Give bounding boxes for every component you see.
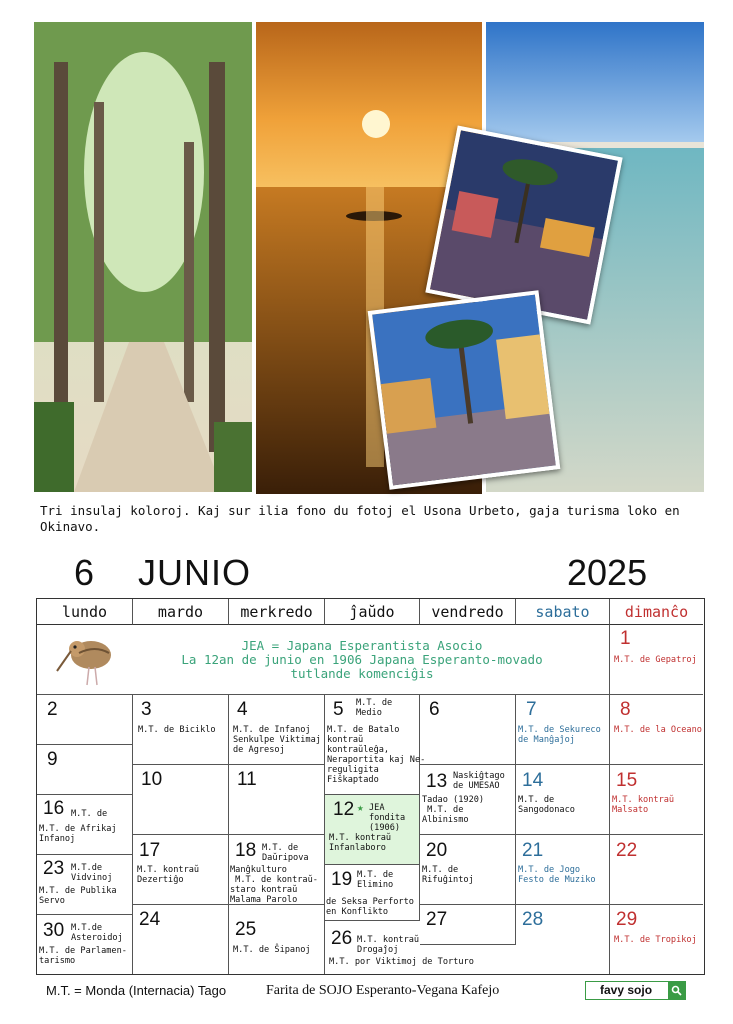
day-cell-24	[133, 905, 229, 974]
day-cell-17	[133, 835, 229, 905]
day-cell-5	[325, 695, 426, 795]
day-event: M.T. de Jogo Festo de Muziko	[518, 865, 596, 885]
day-number: 10	[141, 769, 163, 790]
day-event-a: M.T. de Daŭripova	[262, 843, 309, 863]
street-palms-photo	[368, 290, 561, 490]
day-cell-7	[516, 695, 610, 765]
day-cell-29	[610, 905, 703, 974]
day-event: M.T. kontraŭ Dezertiĝo	[137, 865, 200, 885]
day-number: 23	[43, 858, 65, 879]
day-event: M.T. de la Oceano	[614, 725, 702, 735]
day-cell-14	[516, 765, 610, 835]
day-number: 2	[47, 699, 58, 720]
day-event-b: M.T. kontraŭ Infanlaboro	[329, 833, 392, 853]
day-event-b: M.T. de Publika Servo	[39, 886, 117, 906]
banner-cell	[37, 625, 610, 695]
search-box[interactable]	[585, 981, 686, 1000]
day-cell-13	[420, 765, 516, 835]
day-number: 1	[620, 628, 631, 649]
day-number: 14	[522, 770, 544, 791]
month-number: 6	[74, 552, 95, 593]
day-number: 3	[141, 699, 152, 720]
day-number: 6	[429, 699, 440, 720]
banner-line-3: tutlande komenciĝis	[290, 666, 434, 681]
day-event-b: M.T. por Viktimoj de Torturo	[329, 957, 474, 967]
day-number: 11	[237, 769, 257, 790]
day-event-b: Tadao (1920) M.T. de Albinismo	[422, 795, 485, 825]
day-event-a: M.T. de	[71, 809, 108, 819]
day-cell-28	[516, 905, 610, 974]
day-number: 8	[620, 699, 631, 720]
day-cell-27	[420, 905, 516, 945]
weekday-sunday: dimanĉo	[610, 599, 703, 625]
day-cell-3	[133, 695, 229, 765]
day-number: 29	[616, 909, 638, 930]
day-number: 28	[522, 909, 544, 930]
weekday-monday: lundo	[37, 599, 133, 625]
search-button[interactable]	[668, 982, 685, 999]
day-number: 30	[43, 920, 65, 941]
day-cell-16	[37, 795, 133, 855]
weekday-thursday: ĵaŭdo	[325, 599, 420, 625]
day-number: 25	[235, 919, 257, 940]
day-event-a: M.T.de Asteroidoj	[71, 923, 123, 943]
day-event: M.T. de Sangodonaco	[518, 795, 575, 815]
day-number: 20	[426, 840, 448, 861]
day-cell-21	[516, 835, 610, 905]
day-number: 12	[333, 799, 355, 820]
weekday-friday: vendredo	[420, 599, 516, 625]
day-number: 9	[47, 749, 58, 770]
day-cell-6	[420, 695, 516, 765]
photo-caption: Tri insulaj koloroj. Kaj sur ilia fono du fotoj el Usona Urbeto, gaja turisma loko en Okinavo.	[40, 503, 680, 534]
day-number: 27	[426, 909, 448, 930]
day-cell-10	[133, 765, 229, 835]
day-cell-23	[37, 855, 133, 915]
day-number: 5	[333, 699, 344, 720]
day-number: 13	[426, 771, 448, 792]
day-number: 22	[616, 840, 638, 861]
day-event: M.T. kontraŭ Malsato	[612, 795, 675, 815]
day-event: M.T. de Rifuĝintoj	[422, 865, 474, 885]
weekday-tuesday: mardo	[133, 599, 229, 625]
day-number: 4	[237, 699, 248, 720]
day-event-a: M.T. de Elimino	[357, 870, 394, 890]
day-cell-8	[610, 695, 703, 765]
banner-line-2: La 12an de junio en 1906 Japana Esperanto-movado	[181, 652, 543, 667]
day-number: 16	[43, 798, 65, 819]
day-event-a: JEA fondita (1906)	[369, 803, 406, 833]
day-cell-25	[229, 905, 325, 974]
weekday-saturday: sabato	[516, 599, 610, 625]
day-number: 21	[522, 840, 544, 861]
day-event-a: M.T. de Medio	[356, 698, 393, 718]
day-number: 7	[526, 699, 537, 720]
banner-line-1: JEA = Japana Esperantista Asocio	[241, 638, 483, 653]
year: 2025	[567, 552, 648, 593]
day-number: 19	[331, 869, 353, 890]
day-cell-18	[229, 835, 325, 905]
month-name: JUNIO	[138, 552, 251, 593]
day-number: 26	[331, 928, 353, 949]
day-event: M.T. de Infanoj Senkulpe Viktimaj de Agresoj	[233, 725, 321, 755]
day-number: 18	[235, 840, 257, 861]
day-event: M.T. de Tropikoj	[614, 935, 697, 945]
day-event: M.T. de Ŝipanoj	[233, 945, 311, 955]
day-event-b: M.T. de Parlamen- tarismo	[39, 946, 127, 966]
day-number: 17	[139, 840, 161, 861]
day-event-a: M.T.de Vidvinoj	[71, 863, 113, 883]
day-cell-20	[420, 835, 516, 905]
day-event-a: Naskiĝtago de UMESAO	[453, 771, 505, 791]
forest-path-photo	[34, 22, 252, 492]
day-cell-15	[610, 765, 703, 835]
weekday-wednesday: merkredo	[229, 599, 325, 625]
search-text[interactable]: favy sojo	[600, 983, 653, 997]
day-cell-30	[37, 915, 133, 974]
day-cell-2	[37, 695, 133, 745]
day-cell-11	[229, 765, 325, 835]
day-cell-19	[325, 865, 420, 921]
day-event-b: de Seksa Perforto en Konflikto	[326, 897, 414, 917]
day-event-b: M.T. de Afrikaj Infanoj	[39, 824, 117, 844]
day-cell-4	[229, 695, 325, 765]
day-cell-1	[610, 625, 703, 695]
search-icon	[671, 985, 682, 996]
day-event: M.T. de Biciklo	[138, 725, 216, 735]
day-event: M.T. de Gepatroj	[614, 655, 697, 665]
day-event-b: Manĝkulturo M.T. de kontraŭ- staro kontraŭ Malama Parolo	[230, 865, 318, 905]
day-event-a: M.T. kontraŭ Drogaĵoj	[357, 935, 420, 955]
woodcock-bird-icon	[55, 631, 117, 689]
day-cell-22	[610, 835, 703, 905]
day-event: M.T. de Sekureco de Manĝaĵoj	[518, 725, 601, 745]
credit-text: Farita de SOJO Esperanto-Vegana Kafejo	[266, 983, 500, 998]
day-cell-9	[37, 745, 133, 795]
day-number: 15	[616, 770, 638, 791]
day-cell-12	[325, 795, 420, 865]
calendar-grid	[36, 598, 705, 975]
day-number: 24	[139, 909, 161, 930]
day-event-b: M.T. de Batalo kontraŭ kontraŭleĝa, Neraportita kaj Ne- reguligita Fiŝkaptado	[327, 725, 426, 785]
star-icon: ★	[357, 801, 364, 814]
legend-text: M.T. = Monda (Internacia) Tago	[46, 983, 227, 998]
